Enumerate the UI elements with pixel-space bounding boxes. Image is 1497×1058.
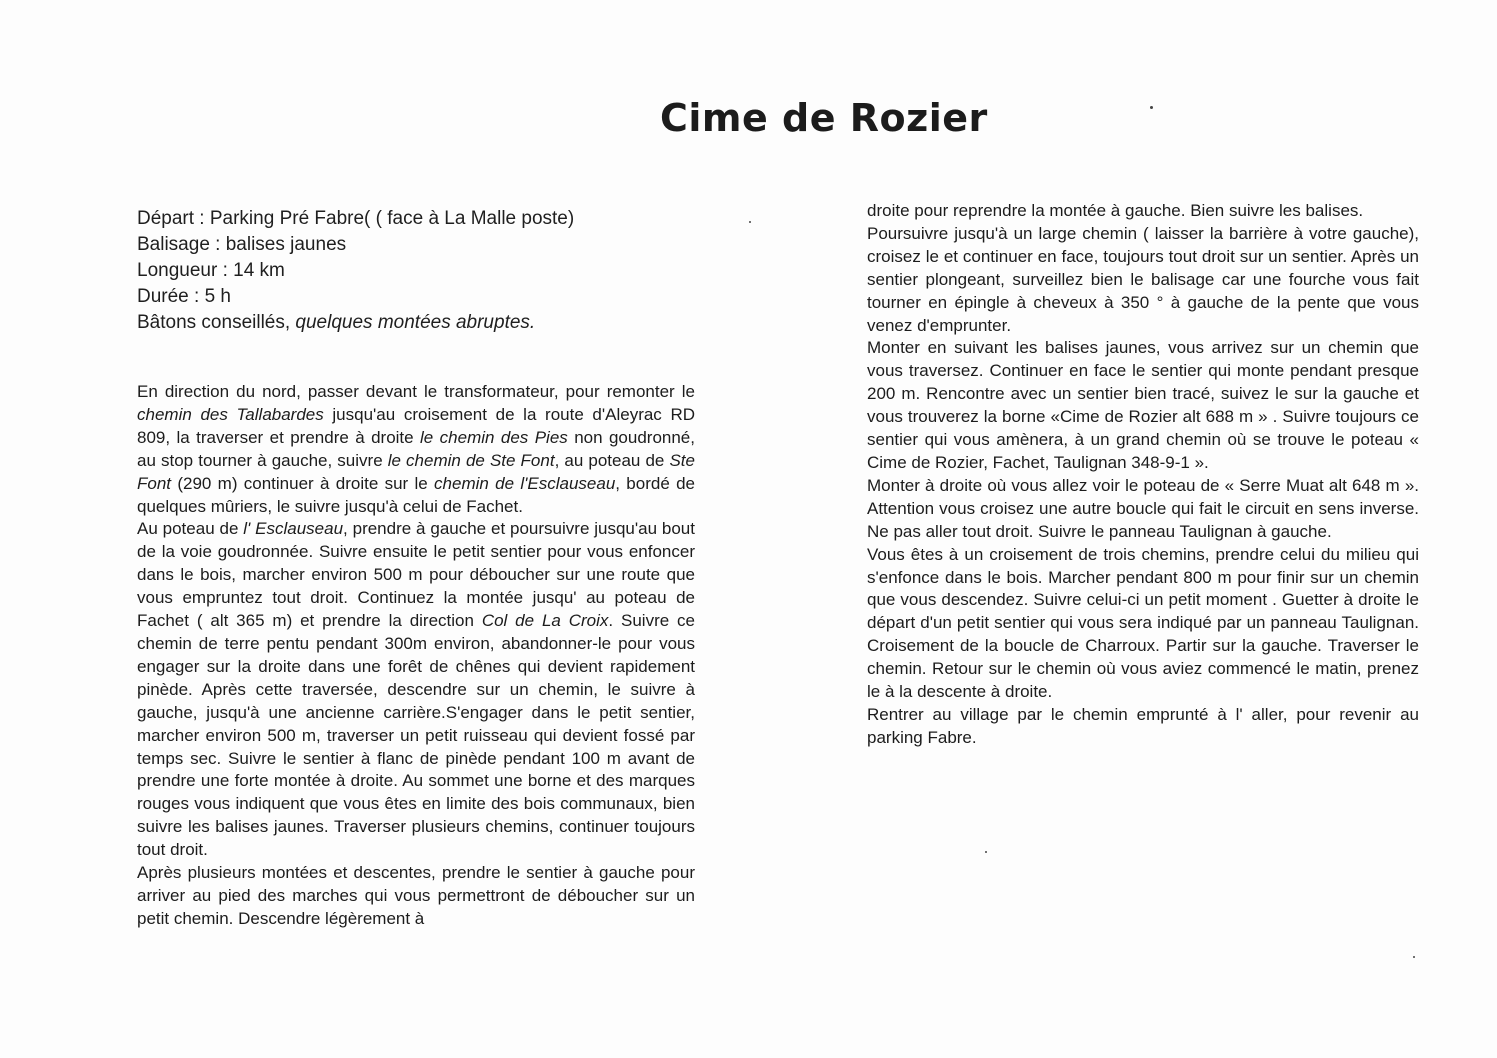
left-paragraph-3: Après plusieurs montées et descentes, prendre le sentier à gauche pour arriver au pied des marches qui vous permettront de déboucher sur un petit chemin. Descendre légèrement à bbox=[137, 863, 695, 928]
info-depart: Départ : Parking Pré Fabre( ( face à La Malle poste) bbox=[137, 208, 575, 229]
info-duree: Durée : 5 h bbox=[137, 286, 231, 307]
right-text-column bbox=[867, 200, 1419, 750]
italic-text-run: l' Esclauseau bbox=[243, 519, 344, 539]
italic-text-run: chemin des Tallabardes bbox=[137, 404, 324, 424]
text-run: Au poteau de bbox=[137, 519, 244, 539]
italic-text-run: chemin de l'Esclauseau bbox=[434, 473, 616, 493]
right-paragraph-2: Poursuivre jusqu'à un large chemin ( laisser la barrière à votre gauche), croisez le et continuer en face, toujours tout droit sur un sentier. Après un sentier plongeant, surveillez bien le balisage car une fourche vous fait tourner en épingle à cheveux à 350 ° à gauche de la pente que vous venez d'emprunter. bbox=[867, 223, 1419, 335]
left-text-column bbox=[137, 381, 695, 931]
right-paragraph-1: droite pour reprendre la montée à gauche. Bien suivre les balises. bbox=[867, 201, 1364, 220]
italic-text-run: Col de La Croix bbox=[481, 611, 609, 631]
info-longueur: Longueur : 14 km bbox=[137, 260, 285, 281]
right-paragraph-6: Rentrer au village par le chemin emprunté à l' aller, pour revenir au parking Fabre. bbox=[867, 704, 1419, 747]
text-run: jusqu'au croisement de la route d'Aleyrac RD 809, la traverser et prendre à droite bbox=[137, 404, 695, 447]
text-run: , prendre à gauche et poursuivre jusqu'au bout de la voie goudronnée. Suivre ensuite le petit sentier pour vous enfoncer dans le bois, marcher environ 500 m pour déboucher sur une route que vous empruntez tout droit. Continuez la montée jusqu' au poteau de Fachet ( alt 365 m) et prendre la direction bbox=[137, 519, 695, 631]
left-paragraph-1 bbox=[137, 381, 695, 518]
info-batons-italic: quelques montées abruptes. bbox=[295, 312, 536, 333]
text-run: , au poteau de bbox=[554, 450, 670, 470]
right-paragraph-3: Monter en suivant les balises jaunes, vous arrivez sur un chemin que vous traversez. Continuer en face le sentier qui monte pendant presque 200 m. Rencontre avec un sentier bien tracé, suivez le sur la gauche et vous trouverez la borne «Cime de Rozier alt 688 m » . Suivre toujours ce sentier qui vous amènera, à un grand chemin où se trouve le poteau « Cime de Rozier, Fachet, Taulignan 348-9-1 ». bbox=[867, 338, 1419, 472]
scan-speck bbox=[749, 221, 751, 223]
info-batons-text: Bâtons conseillés, bbox=[137, 312, 296, 333]
text-run: . Suivre ce chemin de terre pentu pendant 300m environ, abandonner-le pour vous engager sur la droite dans une forêt de chênes qui devient rapidement pinède. Après cette traversée, descendre sur un chemin, le suivre à gauche, jusqu'à une ancienne carrière.S'engager dans le petit sentier, marcher environ 500 m, traverser un petit ruisseau qui devient fossé par temps sec. Suivre le sentier à flanc de pinède pendant 100 m avant de prendre une forte montée à droite. Au sommet une borne et des marques rouges vous indiquent que vous êtes en limite des bois communaux, bien suivre les balises jaunes. Traverser plusieurs chemins, continuer toujours tout droit. bbox=[137, 611, 695, 860]
text-run: non goudronné, au stop tourner à gauche, suivre bbox=[137, 427, 695, 470]
right-paragraph-4: Monter à droite où vous allez voir le poteau de « Serre Muat alt 648 m ». Attention vous croisez une autre boucle qui fait le circuit en sens inverse. Ne pas aller tout droit. Suivre le panneau Taulignan à gauche. bbox=[867, 475, 1419, 541]
text-run: , bordé de quelques mûriers, le suivre jusqu'à celui de Fachet. bbox=[137, 473, 695, 516]
scan-speck bbox=[1413, 956, 1415, 958]
page-title: Cime de Rozier bbox=[660, 96, 988, 140]
hike-info-block bbox=[137, 206, 697, 336]
text-run: En direction du nord, passer devant le transformateur, pour remonter le bbox=[137, 382, 695, 401]
italic-text-run: Ste Font bbox=[137, 450, 695, 493]
text-run: (290 m) continuer à droite sur le bbox=[171, 473, 435, 493]
italic-text-run: le chemin de Ste Font bbox=[387, 450, 555, 470]
scan-speck bbox=[985, 851, 987, 853]
scan-speck bbox=[1150, 106, 1153, 109]
info-batons bbox=[137, 310, 697, 336]
info-balisage: Balisage : balises jaunes bbox=[137, 234, 347, 255]
right-paragraph-5: Vous êtes à un croisement de trois chemins, prendre celui du milieu qui s'enfonce dans le bois. Marcher pendant 800 m pour finir sur un chemin que vous descendez. Suivre celui-ci un petit moment . Guetter à droite le départ d'un petit sentier qui vous sera indiqué par un panneau Taulignan. Croisement de la boucle de Charroux. Partir sur la gauche. Traverser le chemin. Retour sur le chemin où vous aviez commencé le matin, prenez le à la descente à droite. bbox=[867, 544, 1419, 702]
left-paragraph-2 bbox=[137, 518, 695, 862]
italic-text-run: le chemin des Pies bbox=[420, 427, 568, 447]
